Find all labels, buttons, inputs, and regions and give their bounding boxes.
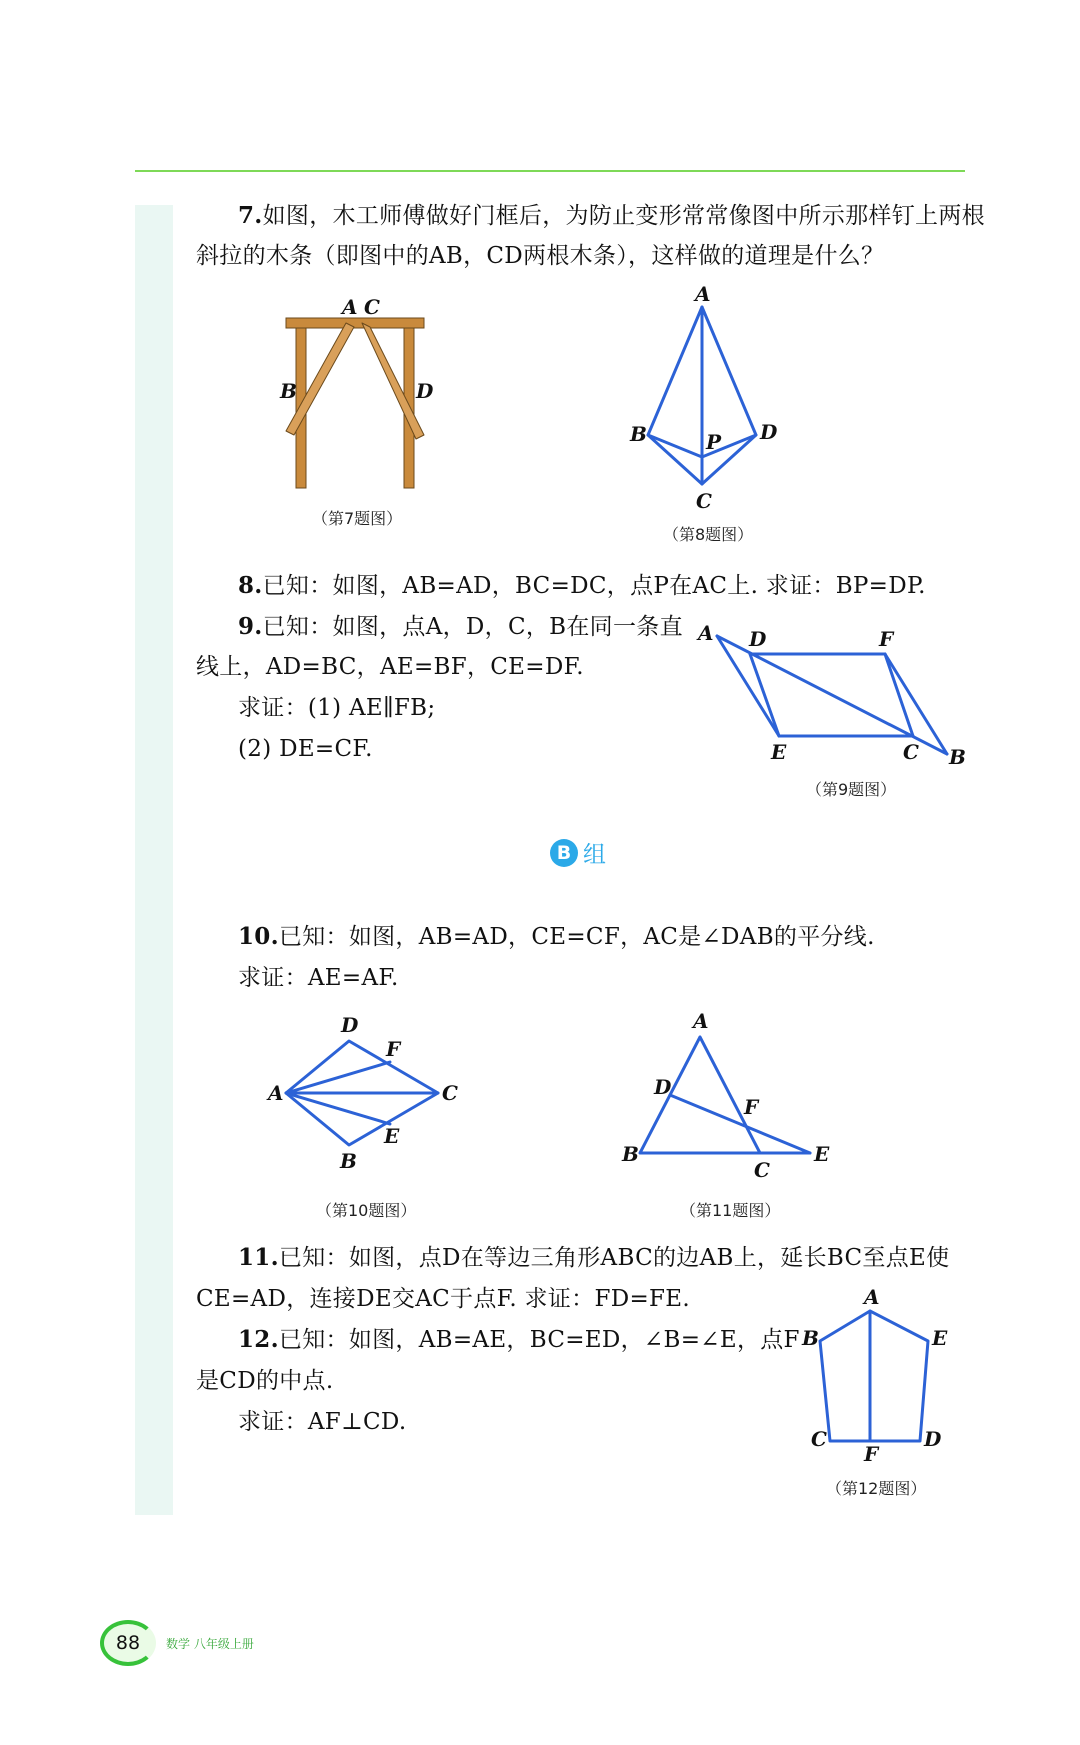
label-d: D xyxy=(416,379,434,403)
label-b: B xyxy=(949,745,966,769)
page-number: 88 xyxy=(100,1620,156,1666)
group-b-heading xyxy=(550,836,606,869)
figure-10-quadrilateral xyxy=(262,1012,467,1180)
label-c: C xyxy=(903,740,919,764)
label-d: D xyxy=(749,627,767,651)
label-b: B xyxy=(802,1326,819,1350)
label-e: E xyxy=(384,1124,400,1148)
label-b: B xyxy=(630,422,647,446)
figure-11-caption: （第11题图） xyxy=(680,1201,781,1220)
figure-8-kite xyxy=(620,282,778,517)
page-footer xyxy=(100,1620,254,1666)
label-a: A xyxy=(268,1081,284,1105)
label-b: B xyxy=(622,1142,639,1166)
label-f: F xyxy=(744,1095,759,1119)
label-e: E xyxy=(814,1142,830,1166)
label-c: C xyxy=(754,1158,770,1182)
label-d: D xyxy=(654,1075,672,1099)
label-b: B xyxy=(280,379,297,403)
problem-7-line1 xyxy=(238,196,985,236)
problem-12-line1 xyxy=(238,1320,800,1360)
brace-cd xyxy=(362,323,424,439)
label-f: F xyxy=(386,1037,401,1061)
group-b-badge: B xyxy=(550,839,578,867)
figure-7-door-frame xyxy=(280,290,450,490)
label-a: A xyxy=(342,295,358,319)
label-e: E xyxy=(771,740,787,764)
figure-7-caption: （第7题图） xyxy=(312,509,403,528)
problem-text: 已知：如图，点A，D，C，B在同一条直 xyxy=(262,614,683,640)
segment-bp xyxy=(648,435,702,457)
problem-10-line2: 求证：AE=AF. xyxy=(238,965,399,991)
label-b: B xyxy=(340,1149,357,1173)
problem-12-line2: 是CD的中点. xyxy=(196,1368,334,1394)
label-a: A xyxy=(698,621,714,645)
problem-text: 已知：如图，点D在等边三角形ABC的边AB上，延长BC至点E使 xyxy=(278,1245,950,1271)
segment-de xyxy=(670,1095,810,1153)
figure-9-caption: （第9题图） xyxy=(806,780,897,799)
problem-12-line3: 求证：AF⊥CD. xyxy=(238,1409,407,1435)
problem-text: 已知：如图，AB=AD，CE=CF，AC是∠DAB的平分线. xyxy=(278,924,875,950)
label-a: A xyxy=(693,1009,709,1033)
problem-number: 10. xyxy=(238,923,279,950)
book-title: 数学 八年级上册 xyxy=(166,1636,254,1651)
label-p: P xyxy=(706,430,722,454)
label-d: D xyxy=(341,1013,359,1037)
problem-8 xyxy=(238,566,926,606)
problem-10-line1 xyxy=(238,917,875,957)
problem-text: 如图，木工师傅做好门框后，为防止变形常常像图中所示那样钉上两根 xyxy=(262,203,985,229)
problem-9-line4: (2) DE=CF. xyxy=(238,736,373,762)
problem-9-line2: 线上，AD=BC，AE=BF，CE=DF. xyxy=(196,654,584,680)
door-lintel xyxy=(286,318,424,328)
problem-number: 11. xyxy=(238,1244,279,1271)
label-c: C xyxy=(696,489,712,513)
figure-12-caption: （第12题图） xyxy=(826,1479,927,1498)
label-e: E xyxy=(932,1326,948,1350)
problem-7-line2: 斜拉的木条（即图中的AB，CD两根木条），这样做的道理是什么？ xyxy=(196,243,885,269)
label-c: C xyxy=(442,1081,458,1105)
problem-number: 8. xyxy=(238,572,263,599)
problem-text: 已知：如图，AB=AD，BC=DC，点P在AC上. 求证：BP=DP. xyxy=(262,573,926,599)
figure-9-parallelogram xyxy=(695,618,970,768)
problem-11-line2: CE=AD，连接DE交AC于点F. 求证：FD=FE. xyxy=(196,1286,690,1312)
problem-text: 已知：如图，AB=AE，BC=ED，∠B=∠E，点F xyxy=(278,1327,800,1353)
figure-12-pentagon xyxy=(800,1285,960,1466)
top-rule xyxy=(135,170,965,172)
label-c: C xyxy=(811,1427,827,1451)
problem-number: 12. xyxy=(238,1326,279,1353)
figure-11-triangle xyxy=(618,1002,838,1192)
segment-ae xyxy=(286,1093,390,1124)
label-a: A xyxy=(864,1285,880,1309)
problem-11-line1 xyxy=(238,1238,949,1278)
group-b-label: 组 xyxy=(583,842,606,868)
label-f: F xyxy=(879,627,894,651)
pentagon-abcde xyxy=(820,1311,928,1441)
figure-10-caption: （第10题图） xyxy=(316,1201,417,1220)
side-strip xyxy=(135,205,173,1515)
segment-af xyxy=(286,1062,390,1093)
label-c: C xyxy=(364,295,380,319)
label-d: D xyxy=(760,420,778,444)
problem-9-line3: 求证：(1) AE∥FB; xyxy=(238,695,436,721)
figure-8-caption: （第8题图） xyxy=(663,525,754,544)
problem-9-line1 xyxy=(238,607,683,647)
label-d: D xyxy=(924,1427,942,1451)
problem-number: 9. xyxy=(238,613,263,640)
label-f: F xyxy=(864,1442,879,1466)
label-a: A xyxy=(695,282,711,306)
problem-number: 7. xyxy=(238,202,263,229)
